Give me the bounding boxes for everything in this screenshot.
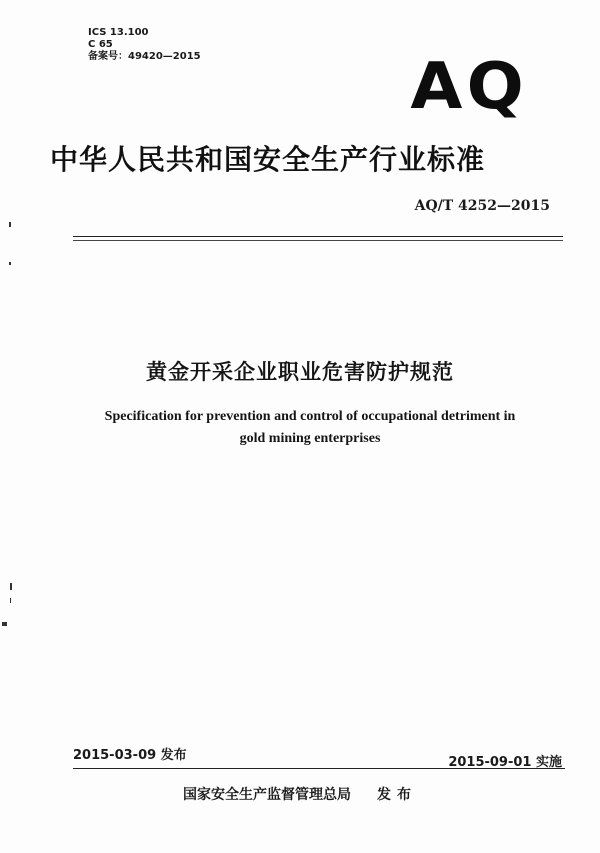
publisher-name: 国家安全生产监督管理总局 <box>183 787 351 803</box>
header-divider <box>73 236 563 237</box>
scan-mark <box>10 598 11 603</box>
filing-number: 备案号：49420—2015 <box>88 51 201 62</box>
publisher-line <box>0 784 600 804</box>
scan-mark <box>9 222 11 227</box>
scan-mark <box>10 583 12 590</box>
scan-mark <box>2 622 7 626</box>
issue-date: 2015-03-09 发布 <box>73 748 187 763</box>
document-title-english <box>60 406 560 450</box>
aq-logo: AQ <box>410 50 528 124</box>
classification-block <box>88 27 201 63</box>
classification-code: C 65 <box>88 39 113 50</box>
standard-number: AQ/T 4252—2015 <box>414 198 550 214</box>
scan-mark <box>9 262 11 265</box>
document-title-chinese: 黄金开采企业职业危害防护规范 <box>146 360 454 384</box>
publisher-action: 发布 <box>377 787 417 803</box>
english-title-line-1: Specification for prevention and control of occupational detriment in <box>104 409 516 424</box>
english-title-line-2: gold mining enterprises <box>239 431 381 446</box>
ics-code: ICS 13.100 <box>88 27 149 38</box>
footer-divider <box>73 768 565 769</box>
standard-category-heading: 中华人民共和国安全生产行业标准 <box>50 143 486 176</box>
header-divider-secondary <box>73 240 563 241</box>
implementation-date: 2015-09-01 实施 <box>448 755 562 770</box>
